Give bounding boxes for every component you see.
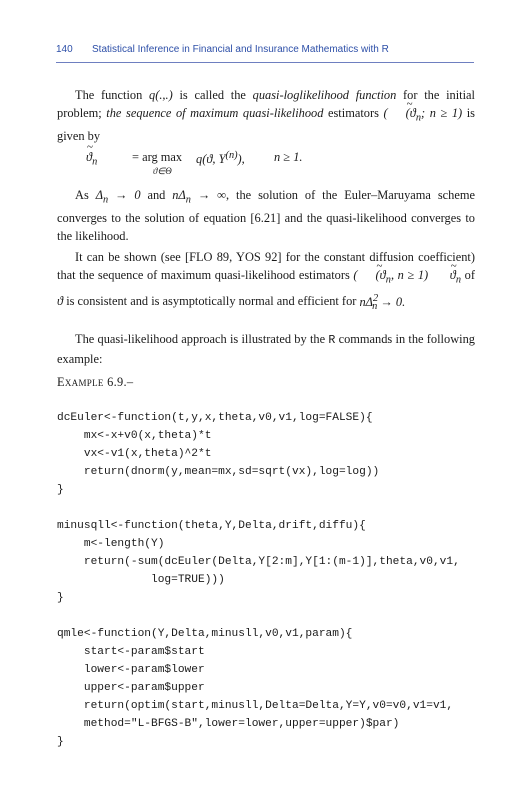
r-code-block	[57, 409, 517, 751]
code-line: minusqll<-function(theta,Y,Delta,drift,diffu){	[57, 520, 366, 532]
equation-argmax-operator: = arg max	[132, 150, 183, 164]
running-title: Statistical Inference in Financial and Insurance Mathematics with R	[92, 44, 389, 55]
equation-argmax-subscript: ϑ∈Θ	[153, 166, 172, 176]
estimator-sequence: (~ ($ϑ_n$; n ≥ 1)	[383, 106, 462, 120]
code-line: }	[57, 736, 64, 748]
paragraph-example-intro: The quasi-likelihood approach is illustrated by the R commands in the following example:	[57, 332, 475, 366]
code-line: m<-length(Y)	[57, 538, 165, 550]
code-line: return(-sum(dcEuler(Delta,Y[2:m],Y[1:(m-1)],theta,v0,v1,	[57, 556, 460, 568]
paragraph-euler-convergence: As $\Delta_n \to 0$ and $n\Delta_n$ → ∞, the solution of the Euler–Maruyama scheme converges to the solution of equation [6.21] and the quasi-likelihood converges to the likelihood.	[57, 188, 475, 244]
code-line: lower<-param$lower	[57, 664, 205, 676]
code-line: return(optim(start,minusll,Delta=Delta,Y=Y,v0=v0,v1=v1,	[57, 700, 454, 712]
code-line	[57, 607, 517, 625]
code-line: dcEuler<-function(t,y,x,theta,v0,v1,log=FALSE){	[57, 412, 373, 424]
equation-argmax	[86, 146, 466, 180]
page-header	[56, 42, 474, 63]
code-line: log=TRUE)))	[57, 574, 225, 586]
code-line: start<-param$start	[57, 646, 205, 658]
equation-condition: n ≥ 1.	[274, 150, 303, 164]
page-number: 140	[56, 44, 73, 55]
code-line: upper<-param$upper	[57, 682, 205, 694]
example-label: Example 6.9.–	[57, 375, 134, 389]
code-line: return(dnorm(y,mean=mx,sd=sqrt(vx),log=log))	[57, 466, 380, 478]
code-line: }	[57, 484, 64, 496]
code-line: qmle<-function(Y,Delta,minusll,v0,v1,param){	[57, 628, 353, 640]
equation-rhs: q(ϑ, $Y^{(n)}$),	[196, 150, 245, 167]
code-line: }	[57, 592, 64, 604]
paragraph-consistency: It can be shown (see [FLO 89, YOS 92] for the constant diffusion coefficient) that the sequence of maximum quasi-likelihood estimators (~ ($ϑ_n$, n ≥ 1) ~ $ϑ_n$ of ϑ is consistent and is asymptotically normal and efficient for $n\Delta^2_n \to 0$.	[57, 248, 475, 316]
term-quasi-loglikelihood: quasi-loglikelihood function	[252, 88, 397, 102]
r-language-name: R	[328, 334, 336, 347]
paragraph-quasi-loglikelihood: The function q(.,.) is called the quasi-loglikelihood function for the initial problem; the sequence of maximum quasi-likelihood estimators (~ ($ϑ_n$; n ≥ 1) is given by	[57, 86, 475, 145]
code-line: method="L-BFGS-B",lower=lower,upper=upper)$par)	[57, 718, 400, 730]
code-line: mx<-x+v0(x,theta)*t	[57, 430, 212, 442]
code-line	[57, 499, 517, 517]
q-function: q(.,.)	[149, 88, 173, 102]
term-max-quasi-likelihood: the sequence of maximum quasi-likelihood	[106, 106, 324, 120]
equation-lhs: ~ $ϑ_n$	[86, 150, 97, 167]
code-line: vx<-v1(x,theta)^2*t	[57, 448, 212, 460]
